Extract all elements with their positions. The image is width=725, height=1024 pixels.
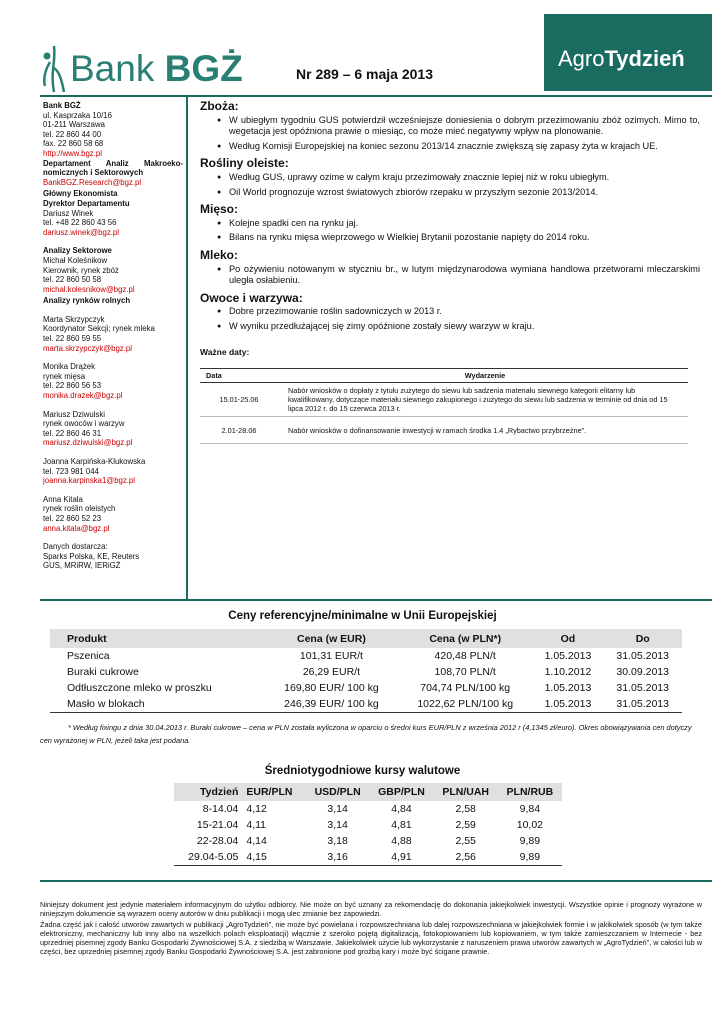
fx-header: GBP/PLN: [369, 783, 433, 801]
rate-cell: 4,12: [246, 803, 267, 815]
table-row: [200, 417, 688, 444]
prices-header: Cena (w EUR): [265, 629, 398, 648]
rate-cell: 4,91: [369, 849, 433, 866]
table-row: [174, 849, 562, 866]
market-title: Analizy rynków rolnych: [43, 296, 131, 306]
sidebar-divider: [186, 95, 188, 600]
fx-title: Średniotygodniowe kursy walutowe: [264, 765, 461, 777]
section-title-mleko: Mleko:: [200, 247, 239, 262]
prices-header: Do: [603, 629, 682, 648]
rate-cell: 4,88: [391, 835, 412, 847]
table-row: [200, 383, 688, 417]
table-row: [174, 817, 562, 833]
price-eur-cell: 246,39 EUR/ 100 kg: [265, 696, 398, 713]
sidebar-bottom-divider: [40, 599, 188, 601]
from-cell: 1.05.2013: [544, 682, 592, 694]
bank-bgz-logo-figure-icon: [40, 42, 70, 98]
section-title-oleiste: Rośliny oleiste:: [200, 156, 289, 171]
week-cell: 8-14.04: [202, 803, 239, 815]
from-cell: 1.05.2013: [532, 696, 603, 713]
price-eur-cell: 101,31 EUR/t: [299, 650, 363, 662]
person-email-link[interactable]: anna.kitala@bgz.pl: [43, 523, 110, 533]
person-email-link[interactable]: monika.drazek@bgz.pl: [43, 391, 123, 401]
address-line: 01-211 Warszawa: [43, 120, 105, 130]
fx-table: [174, 783, 562, 866]
news-bullet: ● Kolejne spadki cen na rynku jaj.: [229, 218, 700, 230]
rate-cell: 2,59: [455, 819, 476, 831]
from-cell: 1.05.2013: [544, 650, 592, 662]
prices-header: Produkt: [50, 629, 265, 648]
rate-cell: 4,14: [246, 835, 267, 847]
week-cell: 15-21.04: [196, 819, 239, 831]
agrotydzien-logo: AgroTydzień: [544, 14, 712, 91]
disclaimer: [40, 901, 702, 958]
rate-cell: 9,89: [519, 835, 541, 847]
event-cell: Nabór wniosków o dofinansowanie inwestycji w ramach środka 1.4 „Rybactwo przybrzeżne”.: [282, 417, 688, 444]
event-cell: Nabór wniosków o dopłaty z tytułu zużytego do siewu lub sadzenia materiału siewnego kategorii elitarny lub kwalifikowany, dotyczące materiału siewnego zakupionego i zużytego do siewu lub sadzenia w terminie od dnia od 15 lipca 2012 r. do 15 czerwca 2013 r.: [282, 383, 688, 417]
table-row: [50, 696, 682, 713]
person-role: rynek mięsa: [43, 371, 86, 381]
prices-header: Od: [532, 629, 603, 648]
fx-header: Tydzień: [174, 783, 242, 801]
section-title-zboza: Zboża:: [200, 99, 239, 113]
website-link[interactable]: http://www.bgz.pl: [43, 148, 102, 158]
price-pln-cell: 108,70 PLN/t: [434, 666, 496, 678]
fx-header: PLN/UAH: [434, 783, 498, 801]
news-bullet: ● Według Komisji Europejskiej na koniec sezonu 2013/14 znacznie zwiększą się zapasy żyta w krajach UE.: [229, 141, 700, 153]
suppliers-line: Sparks Polska, KE, Reuters: [43, 551, 140, 561]
fx-header: EUR/PLN: [242, 783, 306, 801]
table-row: [50, 680, 682, 696]
person-phone: tel. 22 860 46 31: [43, 428, 102, 438]
disclaimer-paragraph: Niniejszy dokument jest jedynie materiałem informacyjnym do użytku odbiorcy. Nie może on być uznany za rekomendację do dokonania jakiejkolwiek inwestycji. Wszystkie opinie i prognozy wyrażone w niniejszym dokumencie są wyrazem oceny autorów w dniu publikacji i mogą ulec zmianie bez zapowiedzi.: [40, 900, 702, 918]
rate-cell: 2,58: [455, 803, 476, 815]
issue-title: Nr 289 – 6 maja 2013: [296, 66, 433, 82]
rate-cell: 4,15: [242, 849, 306, 866]
person-phone: tel. 22 860 52 23: [43, 513, 102, 523]
department-name: Departament Analiz Makroeko-nomicznych i Sektorowych: [43, 158, 183, 178]
price-pln-cell: 704,74 PLN/100 kg: [420, 682, 511, 694]
rate-cell: 2,56: [434, 849, 498, 866]
news-bullet: ● Dobre przezimowanie roślin sadowniczych w 2013 r.: [229, 306, 700, 318]
person-phone: tel. 723 981 044: [43, 466, 99, 476]
rate-cell: 4,11: [246, 819, 267, 831]
sector-phone: tel. 22 860 50 58: [43, 275, 102, 285]
bank-name: Bank BGŻ: [43, 101, 81, 110]
bank-logo-text: Bank BGŻ: [70, 48, 243, 89]
chief-title-2: Dyrektor Departamentu: [43, 198, 130, 208]
to-cell: 31.05.2013: [616, 682, 669, 694]
to-cell: 31.05.2013: [616, 650, 669, 662]
phone: tel. 22 860 44 00: [43, 129, 102, 139]
suppliers-line: GUS, MRiRW, IERiGŻ: [43, 561, 121, 571]
product-cell: Masło w blokach: [50, 696, 265, 713]
rate-cell: 9,89: [498, 849, 562, 866]
table-row: [50, 648, 682, 664]
sector-email-link[interactable]: michal.kolesnikow@bgz.pl: [43, 284, 135, 294]
table-row: [174, 833, 562, 849]
section-title-owoce: Owoce i warzywa:: [200, 290, 303, 305]
important-dates-table: [200, 368, 688, 444]
news-bullet: ● Po ożywieniu notowanym w styczniu br., w lutym międzynarodowa wymiana handlowa przetworami mleczarskimi uległa osłabieniu.: [229, 264, 700, 287]
fax: fax. 22 860 58 68: [43, 139, 104, 149]
person-role: rynek owoców i warzyw: [43, 419, 125, 429]
person-name: Marta Skrzypczyk: [43, 314, 105, 324]
chief-phone: tel. +48 22 860 43 56: [43, 218, 117, 228]
rate-cell: 3,18: [327, 835, 348, 847]
news-bullet: ● W ubiegłym tygodniu GUS potwierdził wcześniejsze doniesienia o dobrym przezimowaniu zbóż ozimych. Mimo to, wegetacja jest opóźniona prawie o miesiąc, co może mieć negatywny wpływ na plonowanie.: [229, 115, 700, 138]
person-email-link[interactable]: marta.skrzypczyk@bgz.pl: [43, 343, 132, 353]
sector-role: Kierownik, rynek zbóż: [43, 265, 119, 275]
suppliers-title: Danych dostarcza:: [43, 542, 108, 552]
person-email-link[interactable]: joanna.karpinska1@bgz.pl: [43, 476, 136, 486]
person-role: rynek roślin oleistych: [43, 504, 116, 514]
fx-header: USD/PLN: [306, 783, 370, 801]
prices-title: Ceny referencyjne/minimalne w Unii Europejskiej: [228, 610, 497, 622]
product-cell: Buraki cukrowe: [67, 666, 139, 678]
rate-cell: 4,81: [391, 819, 412, 831]
product-cell: Odtłuszczone mleko w proszku: [67, 682, 212, 694]
news-bullet: ● W wyniku przedłużającej się zimy opóźnione zostały siewy warzyw w kraju.: [229, 321, 700, 333]
rate-cell: 9,84: [519, 803, 541, 815]
news-bullet: ● Oil World prognozuje wzrost światowych zbiorów rzepaku w przyszłym sezonie 2013/2014.: [229, 187, 700, 199]
contact-sidebar: [43, 101, 183, 571]
rate-cell: 3,16: [306, 849, 370, 866]
footer-divider: [40, 880, 712, 882]
top-divider: [40, 95, 712, 97]
price-pln-cell: 420,48 PLN/t: [434, 650, 496, 662]
chief-email-link[interactable]: dariusz.winek@bgz.pl: [43, 227, 119, 237]
date-cell: 2.01-28.06: [200, 417, 282, 444]
person-email-link[interactable]: mariusz.dziwulski@bgz.pl: [43, 438, 133, 448]
prices-footnote: * Według fixingu z dnia 30.04.2013 r. Buraki cukrowe – cena w PLN została wyliczona w oparciu o średni kurs EUR/PLN z września 2012 r (4,1345 zł/euro). Okres obowiązywania cen dotyczy cen wyrażonej w PLN, jeżeli taka jest podana.: [40, 723, 692, 745]
important-dates-title: Ważne daty:: [200, 346, 250, 357]
disclaimer-paragraph: Żadna część jak i całość utworów zawartych w publikacji „AgroTydzień”, nie może być powielana i rozpowszechniana lub dalej rozpowszechniana w jakiejkolwiek formie i w jakikolwiek sposób (w tym także elektroniczny, mechaniczny lub inny albo na wszelkich polach eksploatacji) włącznie z szeroko pojętą digitalizacją, fotokopiowaniem lub kopiowaniem, w tym także zamieszczaniem w Internecie - bez uprzedniej pisemnej zgody Banku Gospodarki Żywnościowej S.A. z siedzibą w Warszawie. Jakiekolwiek użycie lub wykorzystanie z naruszeniem prawa utworów zawartych w „AgroTydzień”, w całości lub w części, bez uprzedniej pisemnej zgody Banku Gospodarki Żywnościowej S.A. jest zabronione pod groźbą kary i może być ścigane prawnie.: [40, 919, 702, 956]
product-cell: Pszenica: [67, 650, 110, 662]
address-line: ul. Kasprzaka 10/16: [43, 110, 112, 120]
fx-header: PLN/RUB: [498, 783, 562, 801]
main-bottom-divider: [188, 599, 712, 601]
section-title-mieso: Mięso:: [200, 202, 239, 217]
week-cell: 22-28.04: [196, 835, 239, 847]
dates-header-date: Data: [200, 369, 282, 383]
person-name: Monika Drążek: [43, 362, 95, 372]
to-cell: 31.05.2013: [603, 696, 682, 713]
price-pln-cell: 1022,62 PLN/100 kg: [398, 696, 533, 713]
person-phone: tel. 22 860 59 55: [43, 334, 102, 344]
prices-table: [50, 629, 682, 713]
price-eur-cell: 26,29 EUR/t: [302, 666, 361, 678]
rate-cell: 3,14: [327, 819, 348, 831]
chief-name: Dariusz Winek: [43, 208, 94, 218]
dates-header-event: Wydarzenie: [282, 369, 688, 383]
date-cell: 15.01-25.06: [200, 383, 282, 417]
person-name: Anna Kitala: [43, 494, 83, 504]
chief-title: Główny Ekonomista: [43, 189, 118, 199]
news-content: [200, 101, 700, 444]
table-row: [50, 664, 682, 680]
news-bullet: ● Według GUS, uprawy ozime w całym kraju przezimowały znacznie lepiej niż w roku ubiegłym.: [229, 172, 700, 184]
table-row: [174, 801, 562, 817]
news-bullet: ● Bilans na rynku mięsa wieprzowego w Wielkiej Brytanii pozostanie napięty do 2014 roku.: [229, 232, 700, 244]
rate-cell: 10,02: [516, 819, 544, 831]
rate-cell: 4,84: [391, 803, 412, 815]
sector-name: Michał Koleśnikow: [43, 255, 108, 265]
rate-cell: 2,55: [455, 835, 476, 847]
person-name: Joanna Karpińska-Klukowska: [43, 457, 146, 466]
price-eur-cell: 169,80 EUR/ 100 kg: [284, 682, 379, 694]
sector-title: Analizy Sektorowe: [43, 246, 112, 256]
person-role: Koordynator Sekcji; rynek mleka: [43, 324, 155, 334]
to-cell: 30.09.2013: [616, 666, 669, 678]
department-email-link[interactable]: BankBGZ.Research@bgz.pl: [43, 177, 142, 187]
from-cell: 1.10.2012: [544, 666, 592, 678]
week-cell: 29.04-5.05: [174, 849, 242, 866]
person-name: Mariusz Dziwulski: [43, 409, 105, 419]
prices-header: Cena (w PLN*): [398, 629, 533, 648]
rate-cell: 3,14: [327, 803, 348, 815]
person-phone: tel. 22 860 56 53: [43, 381, 102, 391]
